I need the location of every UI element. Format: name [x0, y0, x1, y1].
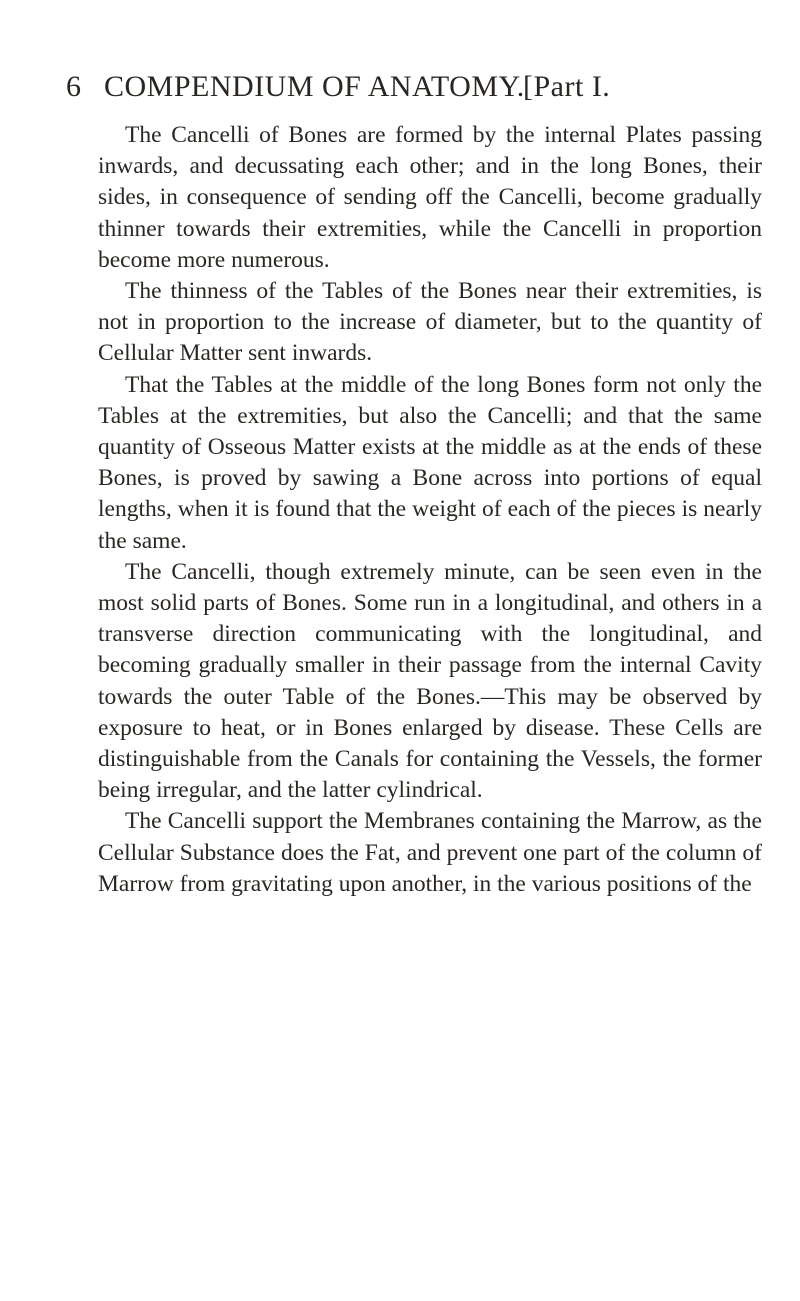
paragraph-cancelli-minute: The Cancelli, though extremely minute, can be seen even in the most solid parts of Bones. Some run in a longitudinal, and others in a transverse direction communicating with the longitudinal, and becoming gradually smaller in their passage from the internal Cavity towards the outer Table of the Bones.—This may be observed by exposure to heat, or in Bones enlarged by disease. These Cells are distinguishable from the Canals for containing the Vessels, the former being irregular, and the latter cylindrical. [98, 558, 762, 804]
running-title: COMPENDIUM OF ANATOMY. [104, 70, 525, 103]
running-head [66, 70, 766, 110]
body-text [98, 120, 762, 900]
paragraph-cancelli-formation: The Cancelli of Bones are formed by the internal Plates passing inwards, and decussating each other; and in the long Bones, their sides, in consequence of sending off the Cancelli, become gradually thinner towards their extremities, while the Cancelli in proportion become more numerous. [98, 122, 762, 273]
page-number: 6 [66, 70, 82, 103]
paragraph-tables-middle: That the Tables at the middle of the long Bones form not only the Tables at the extremities, but also the Cancelli; and that the same quantity of Osseous Matter exists at the middle as at the ends of these Bones, is proved by sawing a Bone across into portions of equal lengths, when it is found that the weight of each of the pieces is nearly the same. [98, 371, 762, 554]
part-label: [Part I. [523, 70, 611, 103]
paragraph-cancelli-marrow: The Cancelli support the Membranes containing the Marrow, as the Cellular Substance does the Fat, and prevent one part of the column of Marrow from gravitating upon another, in the various positions of the [98, 808, 762, 897]
paragraph-tables-thinness: The thinness of the Tables of the Bones near their extremities, is not in proportion to the increase of diameter, but to the quantity of Cellular Matter sent inwards. [98, 278, 762, 367]
